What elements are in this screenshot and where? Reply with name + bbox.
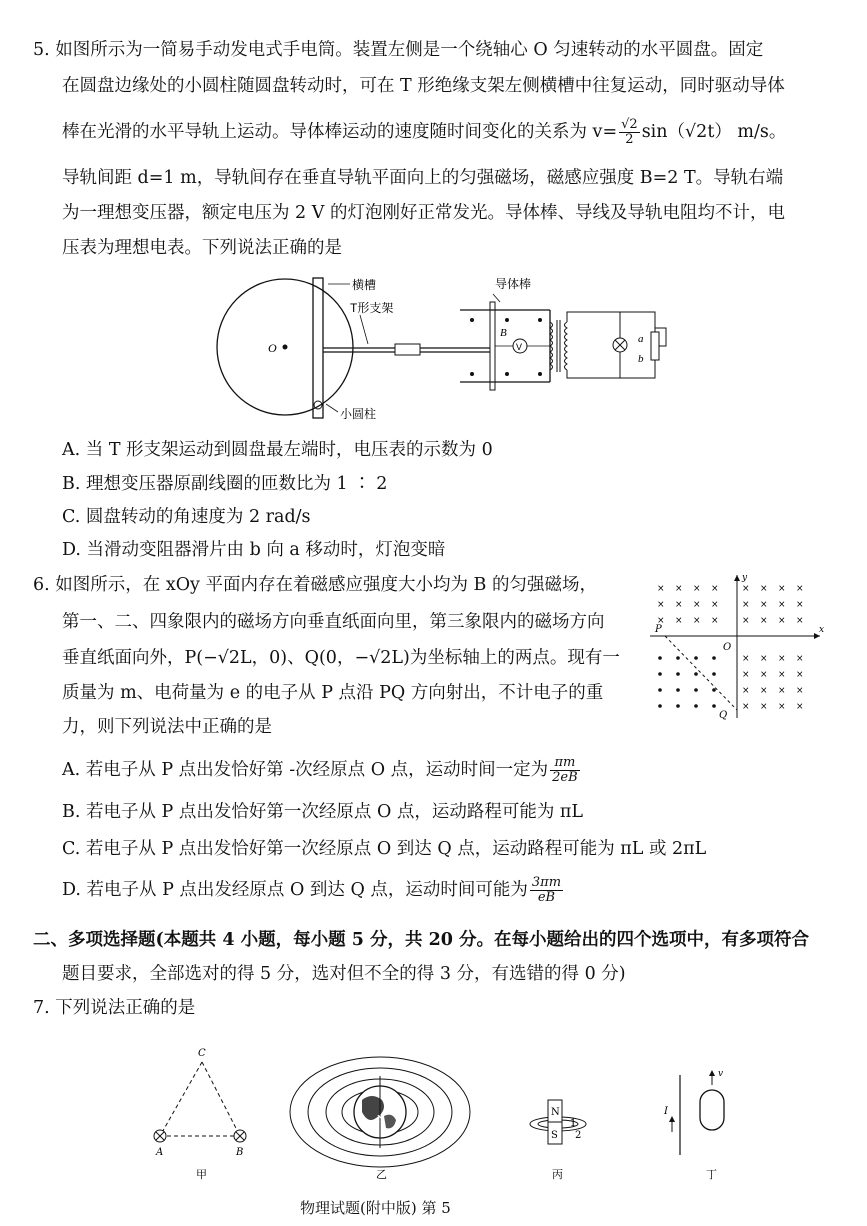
field-cross: × (796, 686, 804, 696)
field-cross: × (742, 584, 750, 594)
label-yi: 乙 (376, 1168, 387, 1181)
field-cross: × (796, 600, 804, 610)
label-1: 1 (570, 1118, 577, 1129)
field-dot (676, 672, 680, 676)
field-cross: × (675, 600, 683, 610)
q5-line2: 在圆盘边缘处的小圆柱随圆盘转动时，可在 T 形绝缘支架左侧横槽中往复运动，同时驱动导体 (62, 76, 785, 96)
field-dot (676, 688, 680, 692)
field-cross: × (657, 616, 665, 626)
label-C: C (198, 1048, 206, 1059)
field-cross: × (760, 654, 768, 664)
label-bing: 丙 (552, 1168, 563, 1181)
q6-line2: 第一、二、四象限内的磁场方向垂直纸面向里，第三象限内的磁场方向 (62, 612, 605, 632)
field-cross: × (742, 616, 750, 626)
q6-line4: 质量为 m、电荷量为 e 的电子从 P 点沿 PQ 方向射出，不计电子的重 (62, 683, 604, 703)
q6-option-b: B. 若电子从 P 点出发恰好第一次经原点 O 点，运动路程可能为 πL (62, 802, 584, 822)
field-dot (694, 688, 698, 692)
field-cross: × (760, 670, 768, 680)
field-dot (676, 704, 680, 708)
q6-line1: 6. 如图所示，在 xOy 平面内存在着磁感应强度大小均为 B 的匀强磁场， (33, 575, 597, 595)
field-cross: × (657, 600, 665, 610)
field-cross: × (778, 600, 786, 610)
field-cross: × (778, 584, 786, 594)
field-cross: × (711, 600, 719, 610)
label-ding: 丁 (706, 1168, 717, 1181)
field-dot (694, 704, 698, 708)
field-cross: × (742, 702, 750, 712)
label-O: O (268, 341, 277, 355)
field-cross: × (796, 702, 804, 712)
q6-line3: 垂直纸面向外，P(−√2L，0)、Q(0，−√2L)为坐标轴上的两点。现有一 (62, 648, 620, 668)
q6-option-a: A. 若电子从 P 点出发恰好第 -次经原点 O 点，运动时间一定为 $\frac{\pi m}{2eB}$ (62, 755, 578, 785)
section2-line2: 题目要求，全部选对的得 5 分，选对但不全的得 3 分，有选错的得 0 分) (62, 964, 626, 984)
label-tzhijia: T形支架 (350, 301, 394, 315)
field-cross: × (760, 600, 768, 610)
q5-option-a: A. 当 T 形支架运动到圆盘最左端时，电压表的示数为 0 (62, 440, 493, 460)
label-V: V (516, 342, 523, 352)
label-b: b (638, 353, 644, 365)
q6-line5: 力，则下列说法中正确的是 (62, 717, 272, 737)
field-dot (712, 688, 716, 692)
field-cross: × (778, 670, 786, 680)
q6-option-d: D. 若电子从 P 点出发经原点 O 到达 Q 点，运动时间可能为 $\frac{3\pi m}{eB}$ (62, 875, 562, 905)
magnet-N: N (551, 1107, 560, 1118)
field-cross: × (742, 686, 750, 696)
q5-line5: 为一理想变压器，额定电压为 2 V 的灯泡刚好正常发光。导体棒、导线及导轨电阻均不计，电 (62, 203, 785, 223)
q6-option-c: C. 若电子从 P 点出发恰好第一次经原点 O 到达 Q 点，运动路程可能为 πL 或 2πL (62, 839, 707, 859)
field-cross: × (693, 616, 701, 626)
label-v: v (718, 1069, 724, 1079)
label-I: I (664, 1106, 668, 1117)
field-cross: × (796, 654, 804, 664)
axis-y: y (742, 573, 748, 583)
label-daotibang: 导体棒 (495, 277, 532, 291)
field-cross: × (711, 584, 719, 594)
field-dot (712, 704, 716, 708)
field-cross: × (778, 702, 786, 712)
field-dot (658, 704, 662, 708)
axis-x: x (819, 625, 825, 635)
label-B: B (236, 1147, 244, 1158)
q6-figure (645, 570, 825, 720)
label-P: P (655, 624, 662, 635)
q5-option-b: B. 理想变压器原副线圈的匝数比为 1 ∶ 2 (62, 474, 388, 494)
field-cross: × (778, 686, 786, 696)
label-jia: 甲 (196, 1168, 207, 1181)
field-cross: × (693, 584, 701, 594)
section2-line1: 二、多项选择题(本题共 4 小题，每小题 5 分，共 20 分。在每小题给出的四个选项中，有多项符合 (33, 930, 810, 950)
label-xiaoyuanzhu: 小圆柱 (340, 407, 377, 421)
field-cross: × (778, 616, 786, 626)
field-cross: × (760, 702, 768, 712)
field-dot (658, 656, 662, 660)
field-dot (658, 672, 662, 676)
q5-line4: 导轨间距 d=1 m，导轨间存在垂直导轨平面向上的匀强磁场，磁感应强度 B=2 T。导轨右端 (62, 168, 784, 188)
label-A: A (156, 1147, 164, 1158)
q7-figures (140, 1040, 760, 1190)
fraction: $\frac{√2}{2}$ (621, 117, 638, 147)
field-cross: × (760, 584, 768, 594)
label-hengcao: 横槽 (352, 278, 377, 292)
field-cross: × (760, 616, 768, 626)
q5-line3: 棒在光滑的水平导轨上运动。导体棒运动的速度随时间变化的关系为 v= $\frac{√2}{2}$ sin（√2t） m/s。 (62, 117, 787, 147)
field-cross: × (796, 670, 804, 680)
field-dot (658, 688, 662, 692)
label-B: B (500, 327, 507, 339)
field-cross: × (711, 616, 719, 626)
magnet-S: S (551, 1130, 558, 1141)
field-cross: × (760, 686, 768, 696)
field-cross: × (742, 670, 750, 680)
label-O: O (723, 642, 732, 653)
field-cross: × (675, 584, 683, 594)
field-dot (712, 672, 716, 676)
field-dot (694, 672, 698, 676)
field-cross: × (796, 616, 804, 626)
field-cross: × (693, 600, 701, 610)
label-2: 2 (575, 1130, 582, 1141)
field-dot (676, 656, 680, 660)
field-cross: × (778, 654, 786, 664)
field-cross: × (675, 616, 683, 626)
q5-line6: 压表为理想电表。下列说法正确的是 (62, 238, 342, 258)
label-a: a (638, 333, 644, 345)
q5-option-d: D. 当滑动变阻器滑片由 b 向 a 移动时，灯泡变暗 (62, 540, 446, 560)
field-cross: × (742, 654, 750, 664)
q5-option-c: C. 圆盘转动的角速度为 2 rad/s (62, 507, 311, 527)
label-Q: Q (719, 710, 728, 720)
field-cross: × (657, 584, 665, 594)
field-dot (694, 656, 698, 660)
footer: 物理试题(附中版) 第 5 (300, 1199, 451, 1217)
q5-line1: 5. 如图所示为一简易手动发电式手电筒。装置左侧是一个绕轴心 O 匀速转动的水平圆盘。固定 (33, 40, 764, 60)
field-cross: × (742, 600, 750, 610)
earth-N: N (377, 1115, 385, 1125)
q7-line1: 7. 下列说法正确的是 (33, 998, 196, 1018)
field-dot (712, 656, 716, 660)
field-cross: × (796, 584, 804, 594)
q5-figure (210, 272, 680, 422)
